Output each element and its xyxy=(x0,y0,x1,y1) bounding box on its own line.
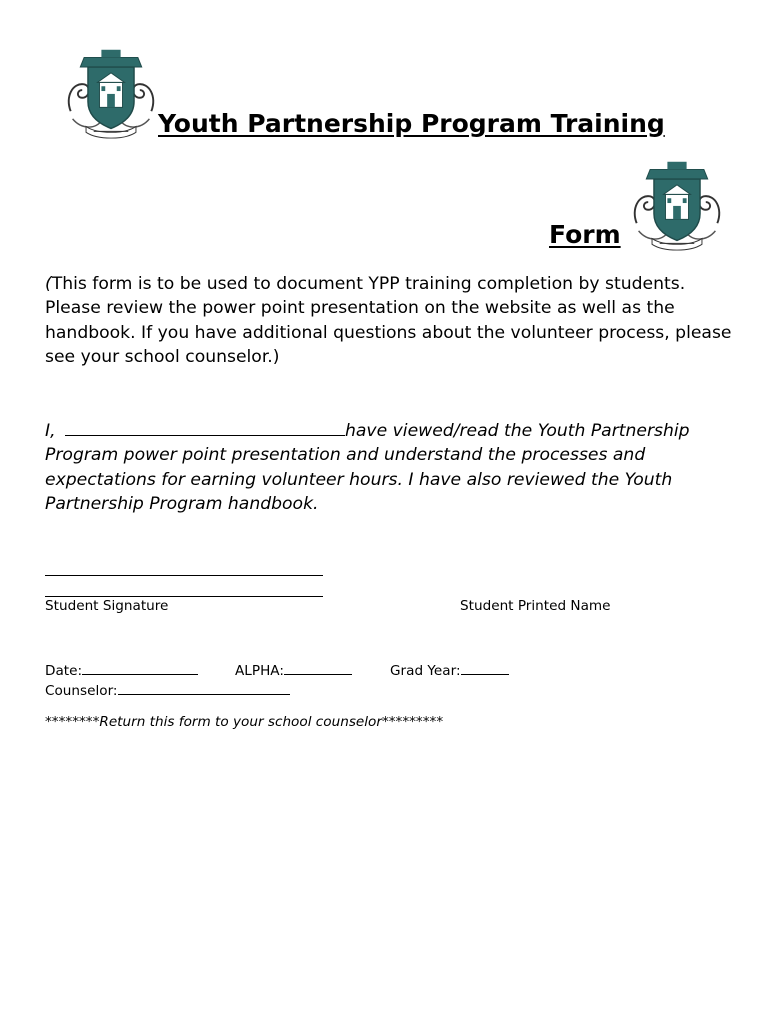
counselor-blank[interactable] xyxy=(118,682,290,695)
student-printed-name-label: Student Printed Name xyxy=(460,598,611,614)
statement-prefix: I, xyxy=(45,421,61,441)
student-signature-label: Student Signature xyxy=(45,598,169,614)
grad-year-label: Grad Year: xyxy=(390,663,461,679)
date-blank[interactable] xyxy=(82,662,198,675)
school-crest-icon xyxy=(628,156,726,252)
school-crest-icon xyxy=(62,44,160,140)
acknowledgement-statement xyxy=(45,419,725,516)
intro-text: This form is to be used to document YPP training completion by students. Please review the power point presentation on the website as well as the handbook. If you have additional questions about the volunteer process, please see your school counselor.) xyxy=(45,274,732,367)
statement-text: have viewed/read the Youth Partnership Program power point presentation and understand the processes and expectations for earning volunteer hours. I have also reviewed the Youth Partnership Program handbook. xyxy=(45,421,690,514)
counselor-field xyxy=(45,682,290,699)
student-signature-line[interactable] xyxy=(45,575,323,576)
intro-paragraph xyxy=(45,272,735,369)
counselor-label: Counselor: xyxy=(45,683,118,699)
grad-year-field xyxy=(390,662,509,679)
date-label: Date: xyxy=(45,663,83,679)
date-field xyxy=(45,662,198,679)
school-crest-logo xyxy=(62,44,160,140)
alpha-label: ALPHA: xyxy=(235,663,284,679)
student-name-blank[interactable] xyxy=(65,419,345,436)
intro-open-paren: ( xyxy=(45,274,52,294)
return-instruction: ********Return this form to your school counselor********* xyxy=(45,714,444,730)
alpha-field xyxy=(235,662,352,679)
grad-year-blank[interactable] xyxy=(461,662,509,675)
school-crest-logo xyxy=(628,156,726,252)
alpha-blank[interactable] xyxy=(284,662,352,675)
form-title: Youth Partnership Program Training xyxy=(158,109,665,138)
form-title-continued: Form xyxy=(549,220,621,249)
student-printed-name-line[interactable] xyxy=(45,596,323,597)
